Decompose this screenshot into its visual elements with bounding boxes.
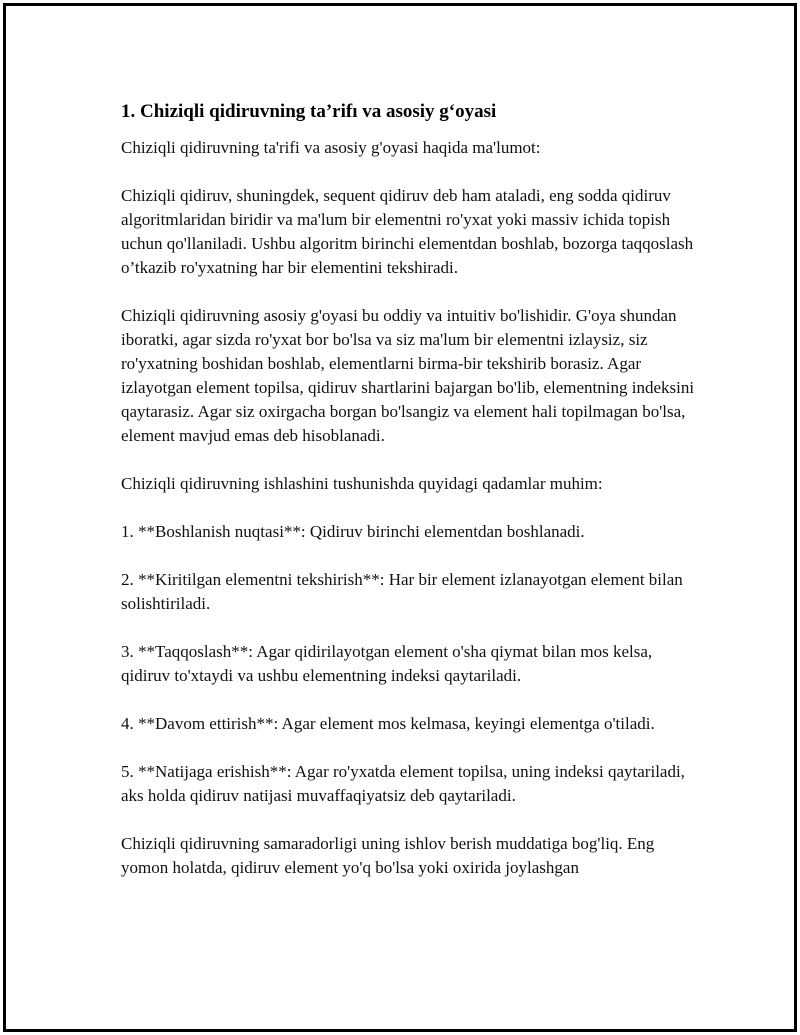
page-frame <box>3 3 797 1032</box>
page-title: 1. Chiziqli qidiruvning ta’rifı va asosiy g‘oyasi <box>121 101 497 122</box>
paragraph-definition: Chiziqli qidiruv, shuningdek, sequent qidiruv deb ham ataladi, eng sodda qidiruv algoritmlaridan biridir va ma'lum bir elementni ro'yxat yoki massiv ichida topish uchun qo'llaniladi. Ushbu algoritm birinchi elementdan boshlab, bozorga taqqoslash o’tkazib ro'yxatning har bir elementini tekshiradi. <box>121 186 694 277</box>
paragraph-step-5: 5. **Natijaga erishish**: Agar ro'yxatda element topilsa, uning indeksi qaytariladi, aks holda qidiruv natijasi muvaffaqiyatsiz deb qaytariladi. <box>121 762 685 805</box>
document-body <box>121 100 701 904</box>
paragraph-intro: Chiziqli qidiruvning ta'rifi va asosiy g'oyasi haqida ma'lumot: <box>121 138 541 157</box>
paragraph-step-4: 4. **Davom ettirish**: Agar element mos kelmasa, keyingi elementga o'tiladi. <box>121 714 655 733</box>
paragraph-efficiency: Chiziqli qidiruvning samaradorligi uning ishlov berish muddatiga bog'liq. Eng yomon holatda, qidiruv element yo'q bo'lsa yoki oxirida joylashgan <box>121 834 655 877</box>
paragraph-step-1: 1. **Boshlanish nuqtasi**: Qidiruv birinchi elementdan boshlanadi. <box>121 522 585 541</box>
paragraph-step-3: 3. **Taqqoslash**: Agar qidirilayotgan element o'sha qiymat bilan mos kelsa, qidiruv to'xtaydi va ushbu elementning indeksi qaytariladi. <box>121 642 653 685</box>
paragraph-steps-intro: Chiziqli qidiruvning ishlashini tushunishda quyidagi qadamlar muhim: <box>121 474 603 493</box>
paragraph-main-idea: Chiziqli qidiruvning asosiy g'oyasi bu oddiy va intuitiv bo'lishidir. G'oya shundan iboratki, agar sizda ro'yxat bor bo'lsa va siz ma'lum bir elementni izlaysiz, siz ro'yxatning boshidan boshlab, elementlarni birma-bir tekshirib borasiz. Agar izlayotgan element topilsa, qidiruv shartlarini bajargan bo'lib, elementning indeksini qaytarasiz. Agar siz oxirgacha borgan bo'lsangiz va element hali topilmagan bo'lsa, element mavjud emas deb hisoblanadi. <box>121 306 695 445</box>
paragraph-step-2: 2. **Kiritilgan elementni tekshirish**: Har bir element izlanayotgan element bilan solishtiriladi. <box>121 570 683 613</box>
